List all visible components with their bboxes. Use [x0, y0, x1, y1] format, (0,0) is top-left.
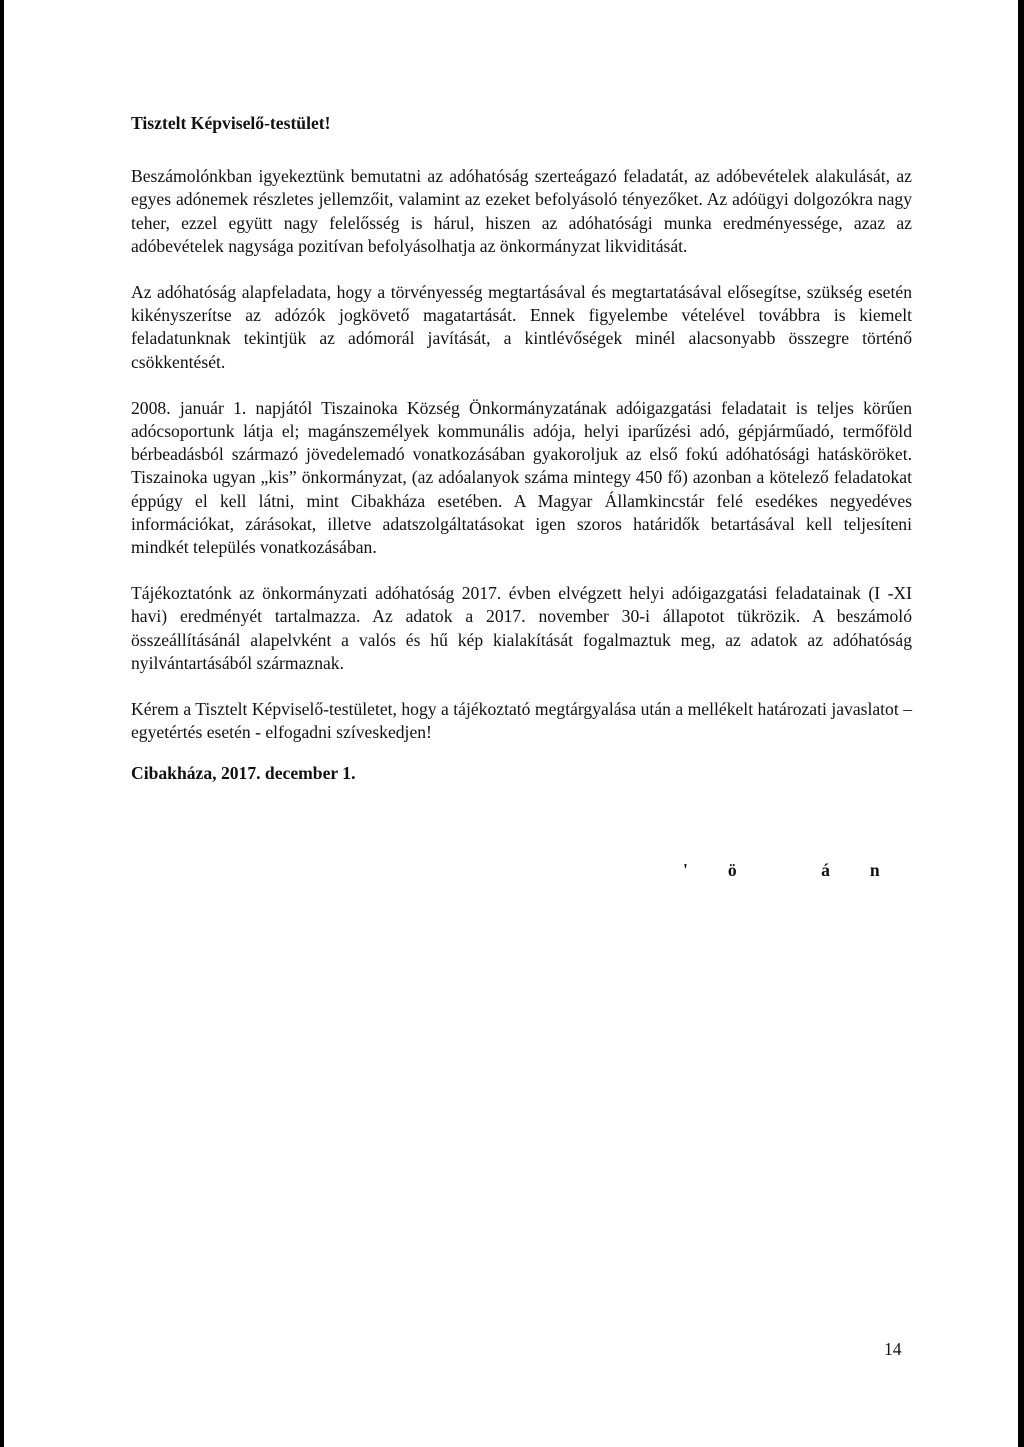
paragraph-core-task: Az adóhatóság alapfeladata, hogy a törvényesség megtartásával és megtartatásával elősegítse, szükség esetén kikényszerítse az adózók jogkövető magatartását. Ennek figyelembe vételével továbbra is kiemelt feladatunknak tekintjük az adómorál javítását, a kintlévőségek minél alacsonyabb összegre történő csökkentését. — [131, 282, 912, 372]
paragraph-intro: Beszámolónkban igyekeztünk bemutatni az adóhatóság szerteágazó feladatát, az adóbevételek alakulását, az egyes adónemek részletes jellemzőit, valamint az ezeket befolyásoló tényezőket. Az adóügyi dolgozókra nagy teher, ezzel együtt nagy felelősség is hárul, hiszen az adóhatósági munka eredményessége, azaz az adóbevételek nagysága pozitívan befolyásolhatja az önkormányzat likviditását. — [131, 166, 912, 256]
document-body — [131, 112, 912, 786]
paragraph-scope: Tájékoztatónk az önkormányzati adóhatóság 2017. évben elvégzett helyi adóigazgatási feladatainak (I -XI havi) eredményét tartalmazza. Az adatok a 2017. november 30-i állapotot tükrözik. A beszámoló összeállításánál alapelvként a valós és hű kép kialakítását fogalmaztuk meg, az adatok az adóhatóság nyilvántartásából származnak. — [131, 583, 912, 673]
signature-fragment: 'ö án — [683, 860, 920, 880]
scan-border-right — [1018, 0, 1024, 1447]
paragraph-tiszainoka: 2008. január 1. napjától Tiszainoka Község Önkormányzatának adóigazgatási feladatait is teljes körűen adócsoportunk látja el; magánszemélyek kommunális adója, helyi iparűzési adó, gépjárműadó, termőföld bérbeadásból származó jövedelemadó vonatkozásában gyakoroljuk az első fokú adóhatósági hatásköröket. Tiszainoka ugyan „kis” önkormányzat, (az adóalanyok száma mintegy 450 fő) azonban a kötelező feladatokat éppúgy el kell látni, mint Cibakháza esetében. A Magyar Államkincstár felé esedékes negyedéves információkat, zárásokat, illetve adatszolgáltatásokat igen szoros határidők betartásával kell teljesíteni mindkét település vonatkozásában. — [131, 397, 912, 558]
greeting: Tisztelt Képviselő-testület! — [131, 113, 331, 133]
scan-border-left — [0, 0, 4, 1447]
page-number: 14 — [884, 1339, 902, 1359]
closing-date: Cibakháza, 2017. december 1. — [131, 763, 356, 784]
paragraph-request: Kérem a Tisztelt Képviselő-testületet, hogy a tájékoztató megtárgyalása után a mellékelt határozati javaslatot – egyetértés esetén - elfogadni szíveskedjen! — [131, 699, 912, 743]
